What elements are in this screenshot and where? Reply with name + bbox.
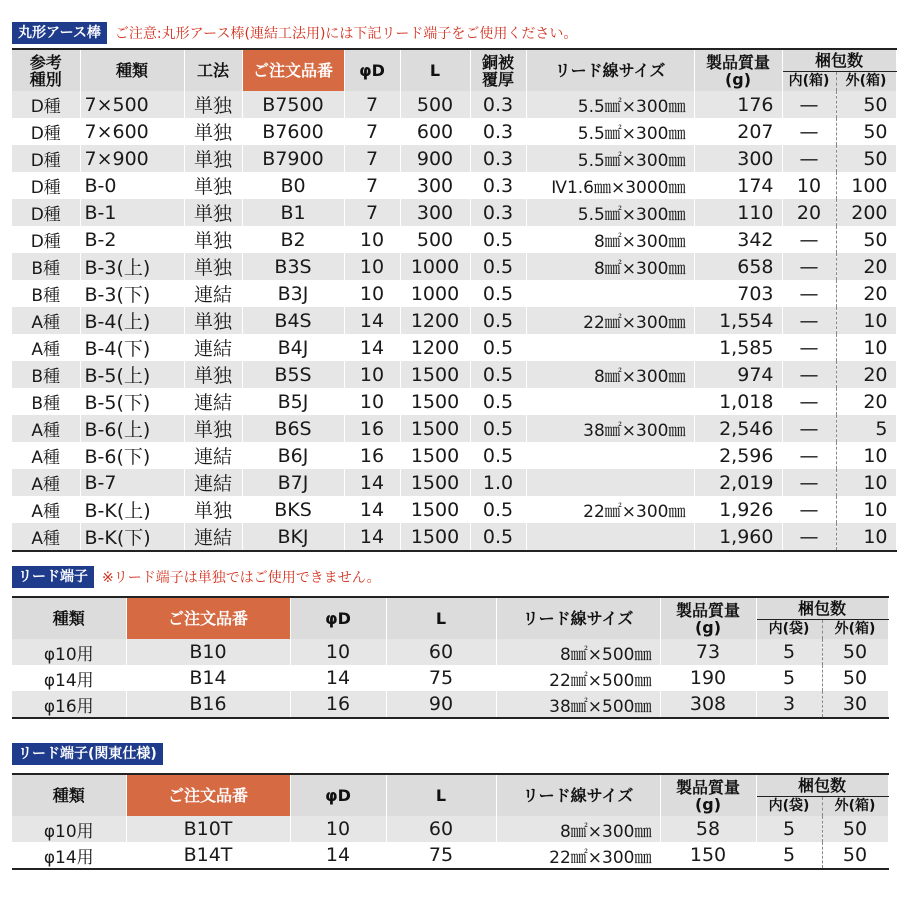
header-pack-out: 外(箱) (836, 71, 896, 91)
cell-order-no: B7J (242, 469, 344, 496)
cell-order-no: B2 (242, 226, 344, 253)
cell-order-no: B7600 (242, 118, 344, 145)
cell-lead: Ⅳ1.6㎜×3000㎜ (526, 172, 694, 199)
cell-method: 連結 (184, 280, 242, 307)
header-mass: 製品質量 (g) (694, 49, 782, 91)
cell-phi-d: 10 (290, 639, 386, 665)
header-phi-d: φD (290, 597, 386, 639)
cell-lead: 8㎟×300㎜ (496, 816, 660, 842)
cell-mass: 58 (660, 816, 756, 842)
cell-l: 1500 (400, 361, 470, 388)
lead-terminal-section (12, 566, 888, 719)
cell-l: 90 (386, 691, 496, 718)
cell-pack-out: 20 (836, 388, 896, 415)
cell-order-no: B6S (242, 415, 344, 442)
cell-lead: 8㎟×300㎜ (526, 226, 694, 253)
cell-ref-type: A種 (12, 496, 80, 523)
cell-kind: B-3(上) (80, 253, 184, 280)
cell-copper: 0.3 (470, 91, 526, 118)
cell-ref-type: D種 (12, 199, 80, 226)
cell-pack-in: — (782, 253, 836, 280)
cell-order-no: B16 (126, 691, 290, 718)
cell-pack-in: 20 (782, 199, 836, 226)
cell-pack-out: 5 (836, 415, 896, 442)
table-row (12, 172, 896, 199)
cell-kind: B-6(上) (80, 415, 184, 442)
header-lead: リード線サイズ (496, 774, 660, 816)
cell-pack-out: 20 (836, 253, 896, 280)
cell-order-no: B3S (242, 253, 344, 280)
cell-pack-out: 10 (836, 442, 896, 469)
cell-mass: 150 (660, 842, 756, 869)
cell-l: 1200 (400, 307, 470, 334)
cell-kind: B-K(下) (80, 523, 184, 551)
cell-phi-d: 7 (344, 199, 400, 226)
cell-copper: 0.5 (470, 253, 526, 280)
cell-ref-type: D種 (12, 172, 80, 199)
cell-pack-out: 200 (836, 199, 896, 226)
cell-phi-d: 10 (344, 253, 400, 280)
cell-phi-d: 14 (344, 334, 400, 361)
cell-phi-d: 10 (344, 280, 400, 307)
cell-phi-d: 14 (290, 665, 386, 691)
cell-lead: 5.5㎟×300㎜ (526, 91, 694, 118)
table-row (12, 388, 896, 415)
cell-method: 連結 (184, 388, 242, 415)
header-copper: 銅被 覆厚 (470, 49, 526, 91)
cell-phi-d: 14 (344, 307, 400, 334)
cell-pack-in: — (782, 415, 836, 442)
table-row (12, 118, 896, 145)
cell-pack-out: 50 (836, 118, 896, 145)
earth-rod-heading (12, 22, 888, 44)
cell-order-no: B5J (242, 388, 344, 415)
cell-lead: 22㎟×300㎜ (496, 842, 660, 869)
cell-method: 単独 (184, 91, 242, 118)
table-row (12, 199, 896, 226)
section-note: ※リード端子は単独ではご使用できません。 (102, 570, 381, 586)
cell-mass: 1,926 (694, 496, 782, 523)
lead-terminal-table (12, 596, 889, 719)
cell-pack-out: 20 (836, 361, 896, 388)
cell-kind: φ10用 (12, 639, 126, 665)
cell-pack-in: — (782, 145, 836, 172)
cell-order-no: B5S (242, 361, 344, 388)
header-pack-in: 内(袋) (756, 619, 822, 639)
cell-mass: 658 (694, 253, 782, 280)
cell-l: 75 (386, 842, 496, 869)
cell-kind: φ16用 (12, 691, 126, 718)
cell-pack-in: — (782, 361, 836, 388)
header-pack: 梱包数 (756, 597, 888, 619)
cell-phi-d: 16 (344, 415, 400, 442)
cell-l: 1500 (400, 442, 470, 469)
cell-method: 単独 (184, 145, 242, 172)
cell-lead (526, 442, 694, 469)
cell-copper: 1.0 (470, 469, 526, 496)
cell-phi-d: 14 (344, 469, 400, 496)
cell-lead: 8㎟×300㎜ (526, 253, 694, 280)
cell-kind: B-3(下) (80, 280, 184, 307)
cell-order-no: B14T (126, 842, 290, 869)
cell-phi-d: 7 (344, 145, 400, 172)
cell-kind: B-6(下) (80, 442, 184, 469)
cell-pack-in: 10 (782, 172, 836, 199)
cell-ref-type: D種 (12, 118, 80, 145)
cell-copper: 0.5 (470, 523, 526, 551)
cell-copper: 0.5 (470, 415, 526, 442)
header-kind: 種類 (12, 774, 126, 816)
cell-l: 1200 (400, 334, 470, 361)
cell-l: 1500 (400, 496, 470, 523)
cell-lead: 8㎟×500㎜ (496, 639, 660, 665)
cell-copper: 0.5 (470, 361, 526, 388)
cell-phi-d: 16 (290, 691, 386, 718)
cell-copper: 0.5 (470, 334, 526, 361)
table-row (12, 496, 896, 523)
cell-pack-out: 10 (836, 469, 896, 496)
cell-pack-in: 5 (756, 816, 822, 842)
cell-ref-type: D種 (12, 91, 80, 118)
cell-kind: B-7 (80, 469, 184, 496)
cell-mass: 703 (694, 280, 782, 307)
lead-terminal-kanto-table (12, 773, 889, 870)
table-row (12, 361, 896, 388)
cell-mass: 1,585 (694, 334, 782, 361)
cell-pack-in: — (782, 388, 836, 415)
cell-ref-type: B種 (12, 280, 80, 307)
cell-method: 単独 (184, 118, 242, 145)
cell-pack-in: 5 (756, 639, 822, 665)
header-l: L (400, 49, 470, 91)
header-phi-d: φD (344, 49, 400, 91)
cell-phi-d: 7 (344, 118, 400, 145)
cell-pack-in: — (782, 523, 836, 551)
cell-kind: B-4(上) (80, 307, 184, 334)
cell-method: 単独 (184, 496, 242, 523)
cell-order-no: B6J (242, 442, 344, 469)
cell-pack-out: 50 (836, 226, 896, 253)
cell-pack-out: 50 (822, 842, 888, 869)
cell-kind: 7×600 (80, 118, 184, 145)
table-row (12, 816, 888, 842)
cell-l: 600 (400, 118, 470, 145)
header-l: L (386, 774, 496, 816)
cell-order-no: B7500 (242, 91, 344, 118)
cell-ref-type: D種 (12, 145, 80, 172)
cell-pack-out: 50 (822, 639, 888, 665)
cell-order-no: B1 (242, 199, 344, 226)
cell-mass: 110 (694, 199, 782, 226)
cell-pack-out: 30 (822, 691, 888, 718)
header-kind: 種類 (12, 597, 126, 639)
lead-terminal-kanto-heading (12, 743, 888, 765)
cell-kind: φ14用 (12, 665, 126, 691)
cell-lead (526, 280, 694, 307)
cell-lead (526, 523, 694, 551)
cell-method: 単独 (184, 199, 242, 226)
cell-copper: 0.3 (470, 172, 526, 199)
cell-ref-type: B種 (12, 361, 80, 388)
cell-mass: 2,596 (694, 442, 782, 469)
cell-pack-out: 20 (836, 280, 896, 307)
cell-l: 1000 (400, 280, 470, 307)
cell-l: 1500 (400, 388, 470, 415)
table-row (12, 469, 896, 496)
table-row (12, 91, 896, 118)
cell-pack-in: — (782, 307, 836, 334)
cell-order-no: B14 (126, 665, 290, 691)
cell-phi-d: 10 (290, 816, 386, 842)
section-title: リード端子 (12, 566, 94, 588)
header-pack-in: 内(箱) (782, 71, 836, 91)
cell-l: 1500 (400, 469, 470, 496)
cell-phi-d: 14 (344, 523, 400, 551)
cell-kind: φ14用 (12, 842, 126, 869)
table-row (12, 691, 888, 718)
cell-phi-d: 7 (344, 172, 400, 199)
cell-order-no: B10 (126, 639, 290, 665)
cell-lead: 5.5㎟×300㎜ (526, 145, 694, 172)
header-method: 工法 (184, 49, 242, 91)
cell-method: 単独 (184, 226, 242, 253)
cell-pack-in: — (782, 91, 836, 118)
cell-kind: B-5(上) (80, 361, 184, 388)
cell-l: 1500 (400, 415, 470, 442)
cell-l: 1500 (400, 523, 470, 551)
cell-mass: 2,546 (694, 415, 782, 442)
cell-lead: 8㎟×300㎜ (526, 361, 694, 388)
cell-pack-out: 10 (836, 496, 896, 523)
cell-l: 900 (400, 145, 470, 172)
cell-lead (526, 388, 694, 415)
cell-copper: 0.5 (470, 280, 526, 307)
cell-mass: 174 (694, 172, 782, 199)
table-row (12, 665, 888, 691)
table-row (12, 639, 888, 665)
cell-lead: 22㎟×500㎜ (496, 665, 660, 691)
cell-order-no: B0 (242, 172, 344, 199)
cell-pack-out: 50 (822, 665, 888, 691)
cell-lead (526, 469, 694, 496)
cell-method: 単独 (184, 253, 242, 280)
cell-pack-out: 10 (836, 523, 896, 551)
cell-kind: B-2 (80, 226, 184, 253)
cell-pack-out: 100 (836, 172, 896, 199)
cell-l: 60 (386, 816, 496, 842)
table-row (12, 415, 896, 442)
cell-order-no: B4S (242, 307, 344, 334)
table-row (12, 253, 896, 280)
cell-lead: 5.5㎟×300㎜ (526, 199, 694, 226)
table-row (12, 442, 896, 469)
cell-ref-type: A種 (12, 469, 80, 496)
header-lead: リード線サイズ (526, 49, 694, 91)
cell-method: 単独 (184, 307, 242, 334)
cell-l: 500 (400, 226, 470, 253)
cell-method: 単独 (184, 172, 242, 199)
lead-terminal-kanto-section (12, 743, 888, 870)
header-pack-in: 内(袋) (756, 796, 822, 816)
cell-l: 300 (400, 199, 470, 226)
cell-l: 1000 (400, 253, 470, 280)
cell-kind: B-5(下) (80, 388, 184, 415)
table-row (12, 842, 888, 869)
cell-phi-d: 7 (344, 91, 400, 118)
cell-copper: 0.5 (470, 496, 526, 523)
cell-method: 単独 (184, 361, 242, 388)
cell-ref-type: D種 (12, 226, 80, 253)
cell-copper: 0.5 (470, 226, 526, 253)
cell-copper: 0.5 (470, 388, 526, 415)
cell-ref-type: A種 (12, 307, 80, 334)
cell-pack-in: — (782, 469, 836, 496)
table-row (12, 523, 896, 551)
header-mass: 製品質量 (g) (660, 597, 756, 639)
cell-pack-in: — (782, 334, 836, 361)
section-note: ご注意:丸形アース棒(連結工法用)には下記リード端子をご使用ください。 (114, 26, 578, 42)
header-phi-d: φD (290, 774, 386, 816)
table-row (12, 334, 896, 361)
cell-copper: 0.3 (470, 118, 526, 145)
cell-phi-d: 10 (344, 226, 400, 253)
cell-kind: B-0 (80, 172, 184, 199)
header-ref-type: 参考 種別 (12, 49, 80, 91)
cell-ref-type: A種 (12, 415, 80, 442)
cell-kind: φ10用 (12, 816, 126, 842)
cell-mass: 190 (660, 665, 756, 691)
earth-rod-table (12, 48, 897, 552)
cell-copper: 0.3 (470, 199, 526, 226)
cell-order-no: B7900 (242, 145, 344, 172)
cell-pack-in: — (782, 496, 836, 523)
cell-order-no: BKJ (242, 523, 344, 551)
cell-kind: 7×900 (80, 145, 184, 172)
cell-pack-in: 3 (756, 691, 822, 718)
cell-mass: 1,960 (694, 523, 782, 551)
header-order-no: ご注文品番 (126, 597, 290, 639)
cell-mass: 176 (694, 91, 782, 118)
cell-method: 連結 (184, 442, 242, 469)
cell-pack-out: 50 (822, 816, 888, 842)
cell-l: 300 (400, 172, 470, 199)
cell-phi-d: 10 (344, 388, 400, 415)
cell-pack-in: — (782, 280, 836, 307)
header-pack-out: 外(箱) (822, 619, 888, 639)
cell-copper: 0.5 (470, 442, 526, 469)
section-title: 丸形アース棒 (12, 22, 107, 44)
cell-kind: B-K(上) (80, 496, 184, 523)
cell-phi-d: 10 (344, 361, 400, 388)
cell-mass: 342 (694, 226, 782, 253)
cell-kind: B-4(下) (80, 334, 184, 361)
cell-mass: 1,554 (694, 307, 782, 334)
cell-pack-out: 10 (836, 307, 896, 334)
table-row (12, 145, 896, 172)
header-pack: 梱包数 (756, 774, 888, 796)
cell-mass: 300 (694, 145, 782, 172)
table-row (12, 307, 896, 334)
header-pack: 梱包数 (782, 49, 896, 71)
header-pack-out: 外(箱) (822, 796, 888, 816)
cell-phi-d: 14 (344, 496, 400, 523)
cell-lead: 38㎟×300㎜ (526, 415, 694, 442)
cell-mass: 1,018 (694, 388, 782, 415)
cell-copper: 0.3 (470, 145, 526, 172)
table-row (12, 280, 896, 307)
header-l: L (386, 597, 496, 639)
earth-rod-section (12, 22, 888, 552)
cell-pack-in: 5 (756, 842, 822, 869)
cell-mass: 73 (660, 639, 756, 665)
cell-order-no: B10T (126, 816, 290, 842)
header-kind: 種類 (80, 49, 184, 91)
cell-l: 60 (386, 639, 496, 665)
cell-ref-type: B種 (12, 253, 80, 280)
cell-l: 500 (400, 91, 470, 118)
header-order-no: ご注文品番 (242, 49, 344, 91)
cell-pack-in: 5 (756, 665, 822, 691)
header-mass: 製品質量 (g) (660, 774, 756, 816)
cell-phi-d: 16 (344, 442, 400, 469)
header-order-no: ご注文品番 (126, 774, 290, 816)
header-lead: リード線サイズ (496, 597, 660, 639)
cell-ref-type: B種 (12, 388, 80, 415)
section-title: リード端子(関東仕様) (12, 743, 163, 765)
cell-order-no: BKS (242, 496, 344, 523)
cell-copper: 0.5 (470, 307, 526, 334)
cell-method: 連結 (184, 469, 242, 496)
cell-lead: 22㎟×300㎜ (526, 307, 694, 334)
cell-lead: 5.5㎟×300㎜ (526, 118, 694, 145)
cell-pack-out: 50 (836, 145, 896, 172)
table-row (12, 226, 896, 253)
cell-ref-type: A種 (12, 442, 80, 469)
cell-lead: 22㎟×300㎜ (526, 496, 694, 523)
cell-kind: 7×500 (80, 91, 184, 118)
cell-ref-type: A種 (12, 523, 80, 551)
cell-pack-out: 10 (836, 334, 896, 361)
cell-method: 単独 (184, 415, 242, 442)
cell-ref-type: A種 (12, 334, 80, 361)
cell-pack-in: — (782, 118, 836, 145)
cell-phi-d: 14 (290, 842, 386, 869)
cell-order-no: B3J (242, 280, 344, 307)
cell-mass: 2,019 (694, 469, 782, 496)
cell-lead: 38㎟×500㎜ (496, 691, 660, 718)
cell-pack-in: — (782, 226, 836, 253)
cell-mass: 308 (660, 691, 756, 718)
cell-lead (526, 334, 694, 361)
cell-pack-out: 50 (836, 91, 896, 118)
cell-method: 連結 (184, 523, 242, 551)
cell-method: 連結 (184, 334, 242, 361)
cell-kind: B-1 (80, 199, 184, 226)
cell-pack-in: — (782, 442, 836, 469)
cell-mass: 974 (694, 361, 782, 388)
cell-order-no: B4J (242, 334, 344, 361)
cell-l: 75 (386, 665, 496, 691)
cell-mass: 207 (694, 118, 782, 145)
lead-terminal-heading (12, 566, 888, 588)
